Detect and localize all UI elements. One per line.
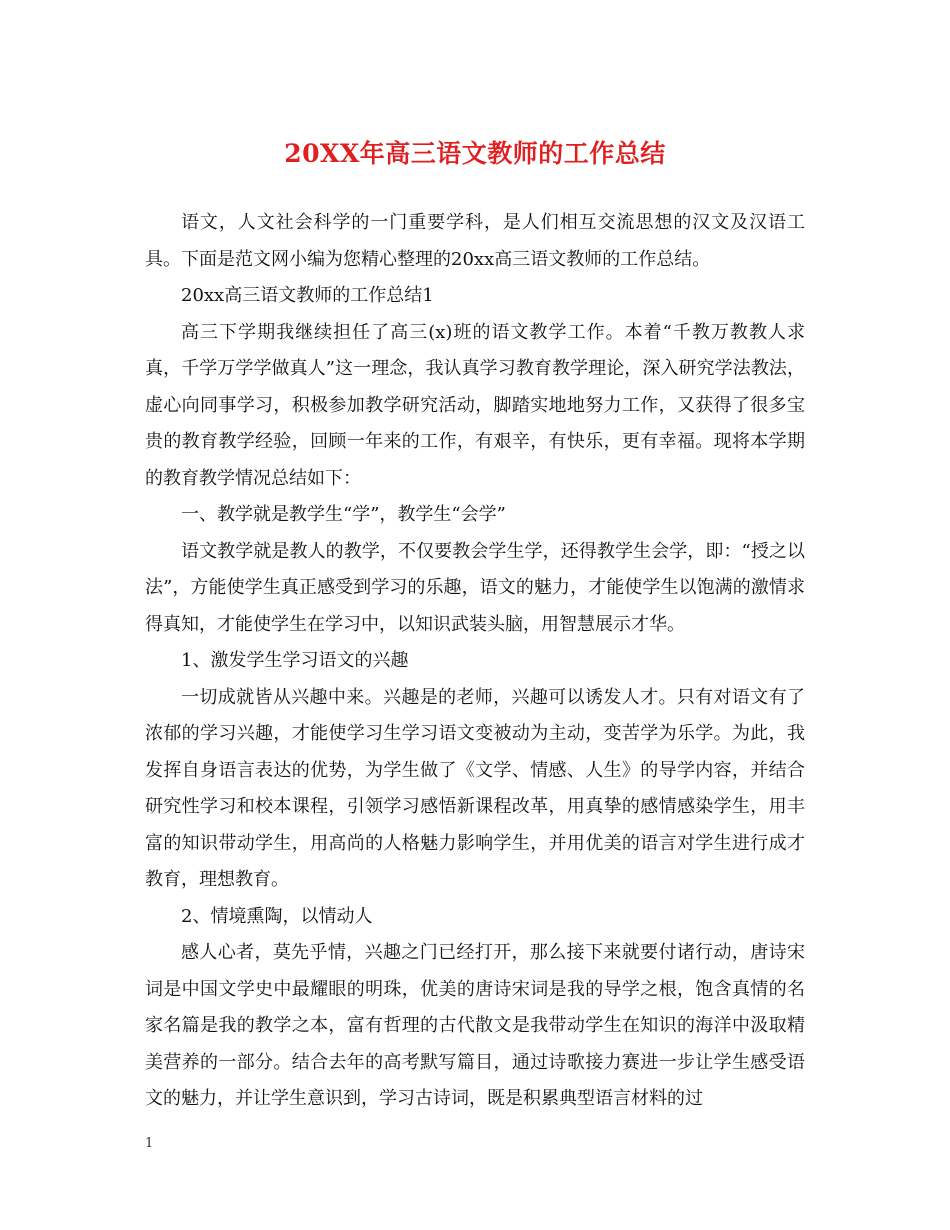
section-heading: 一、教学就是教学生“学”，教学生“会学” <box>181 504 506 525</box>
document-body <box>145 205 805 1118</box>
subsection-heading: 2、情境熏陶，以情动人 <box>181 905 373 927</box>
intro-paragraph: 语文，人文社会科学的一门重要学科，是人们相互交流思想的汉文及汉语工具。下面是范文网小编为您精心整理的20xx高三语文教师的工作总结。 <box>145 212 805 270</box>
page-number: 1 <box>145 1136 154 1151</box>
section-heading: 20xx高三语文教师的工作总结1 <box>181 285 434 306</box>
subsection-heading: 1、激发学生学习语文的兴趣 <box>181 650 409 671</box>
document-title: 20XX年高三语文教师的工作总结 <box>284 139 666 168</box>
body-paragraph: 一切成就皆从兴趣中来。兴趣是的老师，兴趣可以诱发人才。只有对语文有了浓郁的学习兴趣，才能使学习生学习语文变被动为主动，变苦学为乐学。为此，我发挥自身语言表达的优势，为学生做了《文学、情感、人生》的导学内容，并结合研究性学习和校本课程，引领学习感悟新课程改革，用真挚的感情感染学生，用丰富的知识带动学生，用高尚的人格魅力影响学生，并用优美的语言对学生进行成才教育，理想教育。 <box>145 686 805 890</box>
body-paragraph: 感人心者，莫先乎情，兴趣之门已经打开，那么接下来就要付诸行动，唐诗宋词是中国文学史中最耀眼的明珠，优美的唐诗宋词是我的导学之根，饱含真情的名家名篇是我的教学之本，富有哲理的古代散文是我带动学生在知识的海洋中汲取精美营养的一部分。结合去年的高考默写篇目，通过诗歌接力赛进一步让学生感受语文的魅力，并让学生意识到，学习古诗词，既是积累典型语言材料的过 <box>145 942 805 1109</box>
body-paragraph: 语文教学就是教人的教学，不仅要教会学生学，还得教学生会学，即：“授之以法”，方能使学生真正感受到学习的乐趣，语文的魅力，才能使学生以饱满的激情求得真知，才能使学生在学习中，以知识武装头脑，用智慧展示才华。 <box>145 540 805 635</box>
body-paragraph: 高三下学期我继续担任了高三(x)班的语文教学工作。本着“千教万教教人求真，千学万学学做真人”这一理念，我认真学习教育教学理论，深入研究学法教法，虚心向同事学习，积极参加教学研究活动，脚踏实地地努力工作，又获得了很多宝贵的教育教学经验，回顾一年来的工作，有艰辛，有快乐，更有幸福。现将本学期的教育教学情况总结如下： <box>145 321 805 489</box>
